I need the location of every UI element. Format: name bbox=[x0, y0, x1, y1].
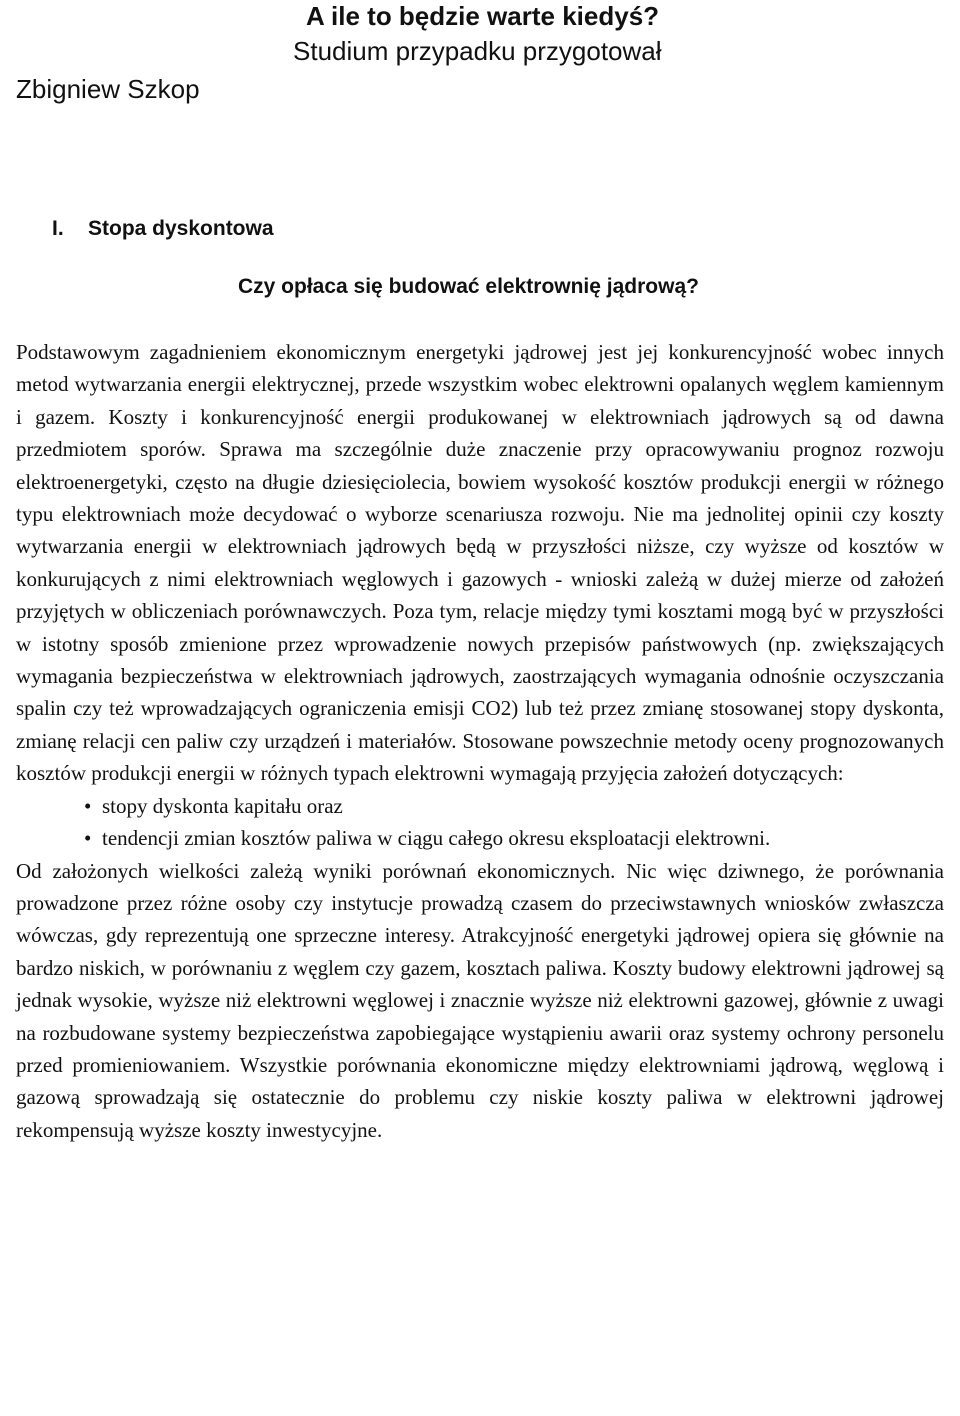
bullet-marker: • bbox=[84, 793, 92, 818]
paragraph-2: Od założonych wielkości zależą wyniki porównań ekonomicznych. Nic więc dziwnego, że porównania prowadzone przez różne osoby czy instytucje prowadzą czasem do przeciwstawnych wniosków zwłaszcza wówczas, gdy reprezentują one sprzeczne interesy. Atrakcyjność energetyki jądrowej opiera się głównie na bardzo niskich, w porównaniu z węglem czy gazem, kosztach paliwa. Koszty budowy elektrowni jądrowej są jednak wysokie, wyższe niż elektrowni węglowej i znacznie wyższe niż elektrowni gazowej, głównie z uwagi na rozbudowane systemy bezpieczeństwa zapobiegające wystąpieniu awarii oraz systemy ochrony personelu przed promieniowaniem. Wszystkie porównania ekonomiczne między elektrowniami jądrową, węglową i gazową sprowadzają się ostatecznie do problemu czy niskie koszty paliwa w elektrowni jądrowej rekompensują wyższe koszty inwestycyjne. bbox=[16, 858, 944, 1142]
subheading: Czy opłaca się budować elektrownię jądrową? bbox=[238, 275, 699, 298]
section-number: I. bbox=[52, 217, 64, 240]
bullet-item bbox=[84, 822, 944, 854]
section-heading bbox=[52, 215, 274, 243]
bullet-marker: • bbox=[84, 826, 92, 851]
section-title: Stopa dyskontowa bbox=[88, 217, 274, 240]
paragraph-1: Podstawowym zagadnieniem ekonomicznym energetyki jądrowej jest jej konkurencyjność wobec innych metod wytwarzania energii elektrycznej, przede wszystkim wobec elektrowni opalanych węglem kamiennym i gazem. Koszty i konkurencyjność energii produkowanej w elektrowniach jądrowych są od dawna przedmiotem sporów. Sprawa ma szczególnie duże znaczenie przy opracowywaniu prognoz rozwoju elektroenergetyki, często na długie dziesięciolecia, bowiem wysokość kosztów produkcji energii w różnego typu elektrowniach może decydować o wyborze scenariusza rozwoju. Nie ma jednolitej opinii czy koszty wytwarzania energii w elektrowniach jądrowych będą w przyszłości niższe, czy wyższe od kosztów w konkurujących z nimi elektrowniach węglowych i gazowych - wnioski zależą w dużej mierze od założeń przyjętych w obliczeniach porównawczych. Poza tym, relacje między tymi kosztami mogą być w przyszłości w istotny sposób zmienione przez wprowadzenie nowych przepisów państwowych (np. zwiększających wymagania bezpieczeństwa w elektrowniach jądrowych, zaostrzających wymagania odnośnie oczyszczania spalin czy też wprowadzających ograniczenia emisji CO2) lub też przez zmianę stosowanej stopy dyskonta, zmianę relacji cen paliw czy urządzeń i materiałów. Stosowane powszechnie metody oceny prognozowanych kosztów produkcji energii w różnych typach elektrowni wymagają przyjęcia założeń dotyczących: bbox=[16, 340, 944, 786]
bullet-list bbox=[16, 790, 944, 855]
document-title: A ile to będzie warte kiedyś? bbox=[306, 1, 660, 31]
author-name: Zbigniew Szkop bbox=[16, 74, 200, 104]
bullet-item-text: stopy dyskonta kapitału oraz bbox=[102, 793, 343, 818]
body-text bbox=[16, 336, 944, 1146]
bullet-item bbox=[84, 790, 944, 822]
document-subtitle: Studium przypadku przygotował bbox=[293, 36, 662, 66]
bullet-item-text: tendencji zmian kosztów paliwa w ciągu całego okresu eksploatacji elektrowni. bbox=[102, 826, 771, 851]
